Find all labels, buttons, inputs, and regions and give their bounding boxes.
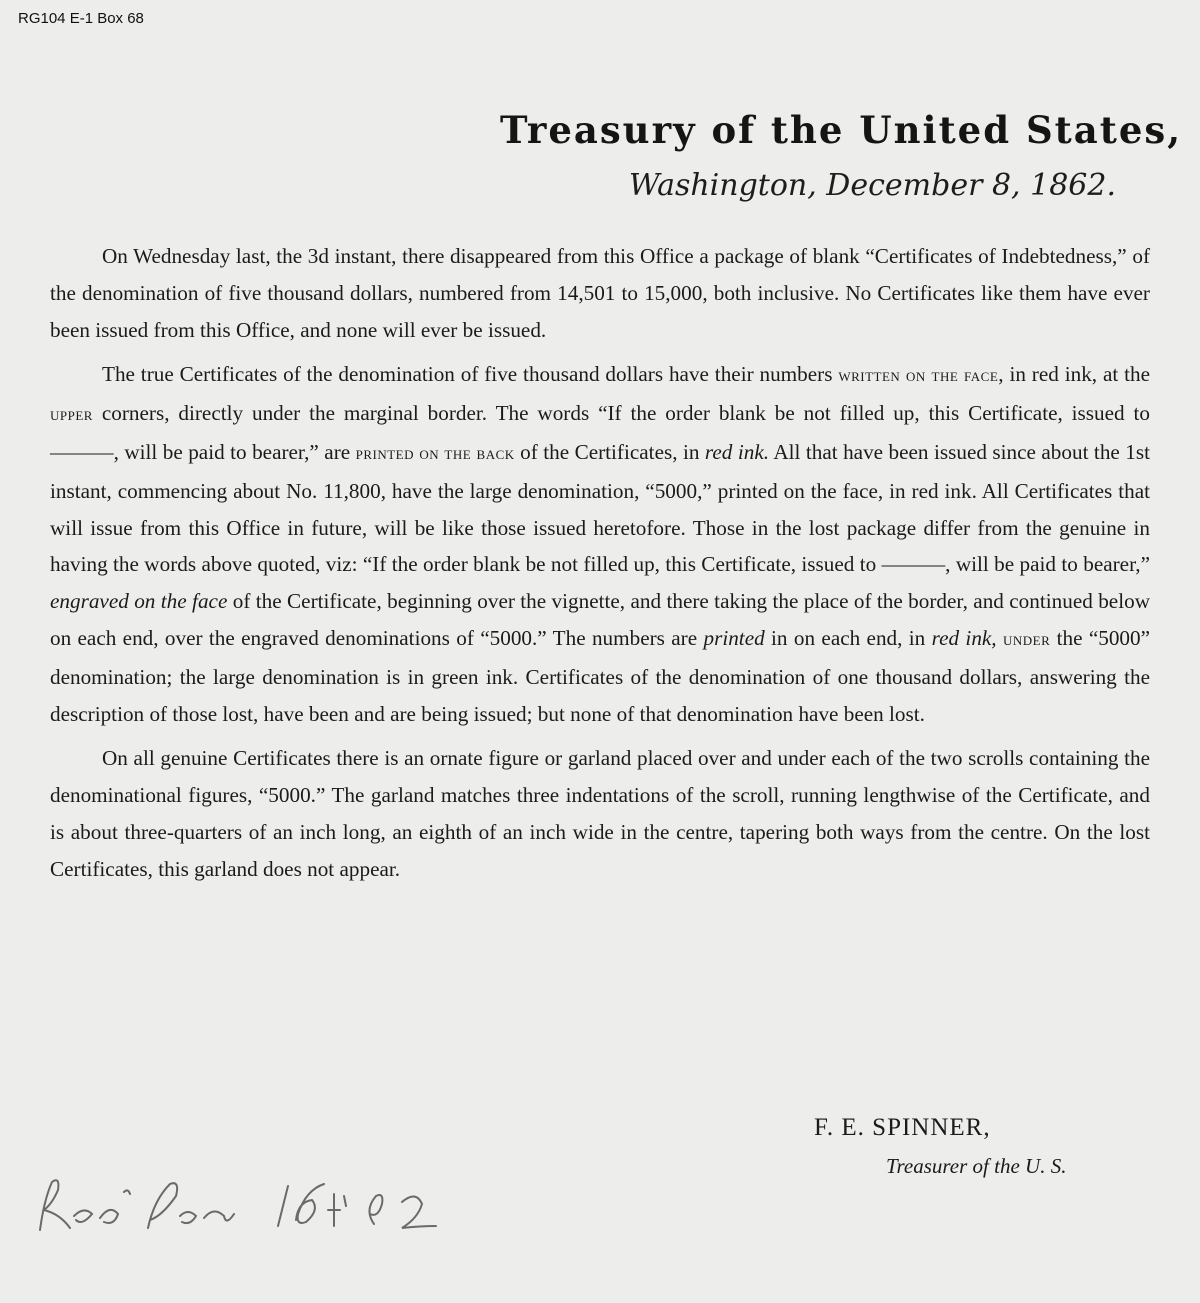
handwritten-note	[30, 1170, 450, 1240]
notice-body	[50, 238, 1150, 896]
paragraph-3: On all genuine Certificates there is an ornate figure or garland placed over and under each of the two scrolls containing the denominational figures, “5000.” The garland matches three indentations of the scroll, running lengthwise of the Certificate, and is about three-quarters of an inch long, an eighth of an inch wide in the centre, tapering both ways from the centre. On the lost Certificates, this garland does not appear.	[50, 746, 1150, 881]
signature-name: F. E. SPINNER,	[814, 1114, 991, 1141]
archive-label: RG104 E-1 Box 68	[18, 10, 144, 27]
paragraph-2: The true Certificates of the denomination of five thousand dollars have their numbers written on the face, in red ink, at the upper corners, directly under the marginal border. The words “If the order blank be not filled up, this Certificate, issued to ———, will be paid to bearer,” are printed on the back of the Certificates, in red ink. All that have been issued since about the 1st instant, commencing about No. 11,800, have the large denomination, “5000,” printed on the face, in red ink. All Certificates that will issue from this Office in future, will be like those issued heretofore. Those in the lost package differ from the genuine in having the words above quoted, viz: “If the order blank be not filled up, this Certificate, issued to ———, will be paid to bearer,” engraved on the face of the Certificate, beginning over the vignette, and there taking the place of the border, and continued below on each end, over the engraved denominations of “5000.” The numbers are printed in on each end, in red ink, under the “5000” denomination; the large denomination is in green ink. Certificates of the denomination of one thousand dollars, answering the description of those lost, have been and are being issued; but none of that denomination have been lost.	[50, 362, 1151, 726]
dateline: Washington, December 8, 1862.	[628, 168, 1116, 203]
paragraph-1: On Wednesday last, the 3d instant, there disappeared from this Office a package of blank “Certificates of Indebtedness,” of the denomination of five thousand dollars, numbered from 14,501 to 15,000, both inclusive. No Certificates like them have ever been issued from this Office, and none will ever be issued.	[50, 244, 1150, 342]
signature-title: Treasurer of the U. S.	[886, 1154, 1067, 1178]
masthead-title: Treasury of the United States,	[500, 108, 1183, 152]
